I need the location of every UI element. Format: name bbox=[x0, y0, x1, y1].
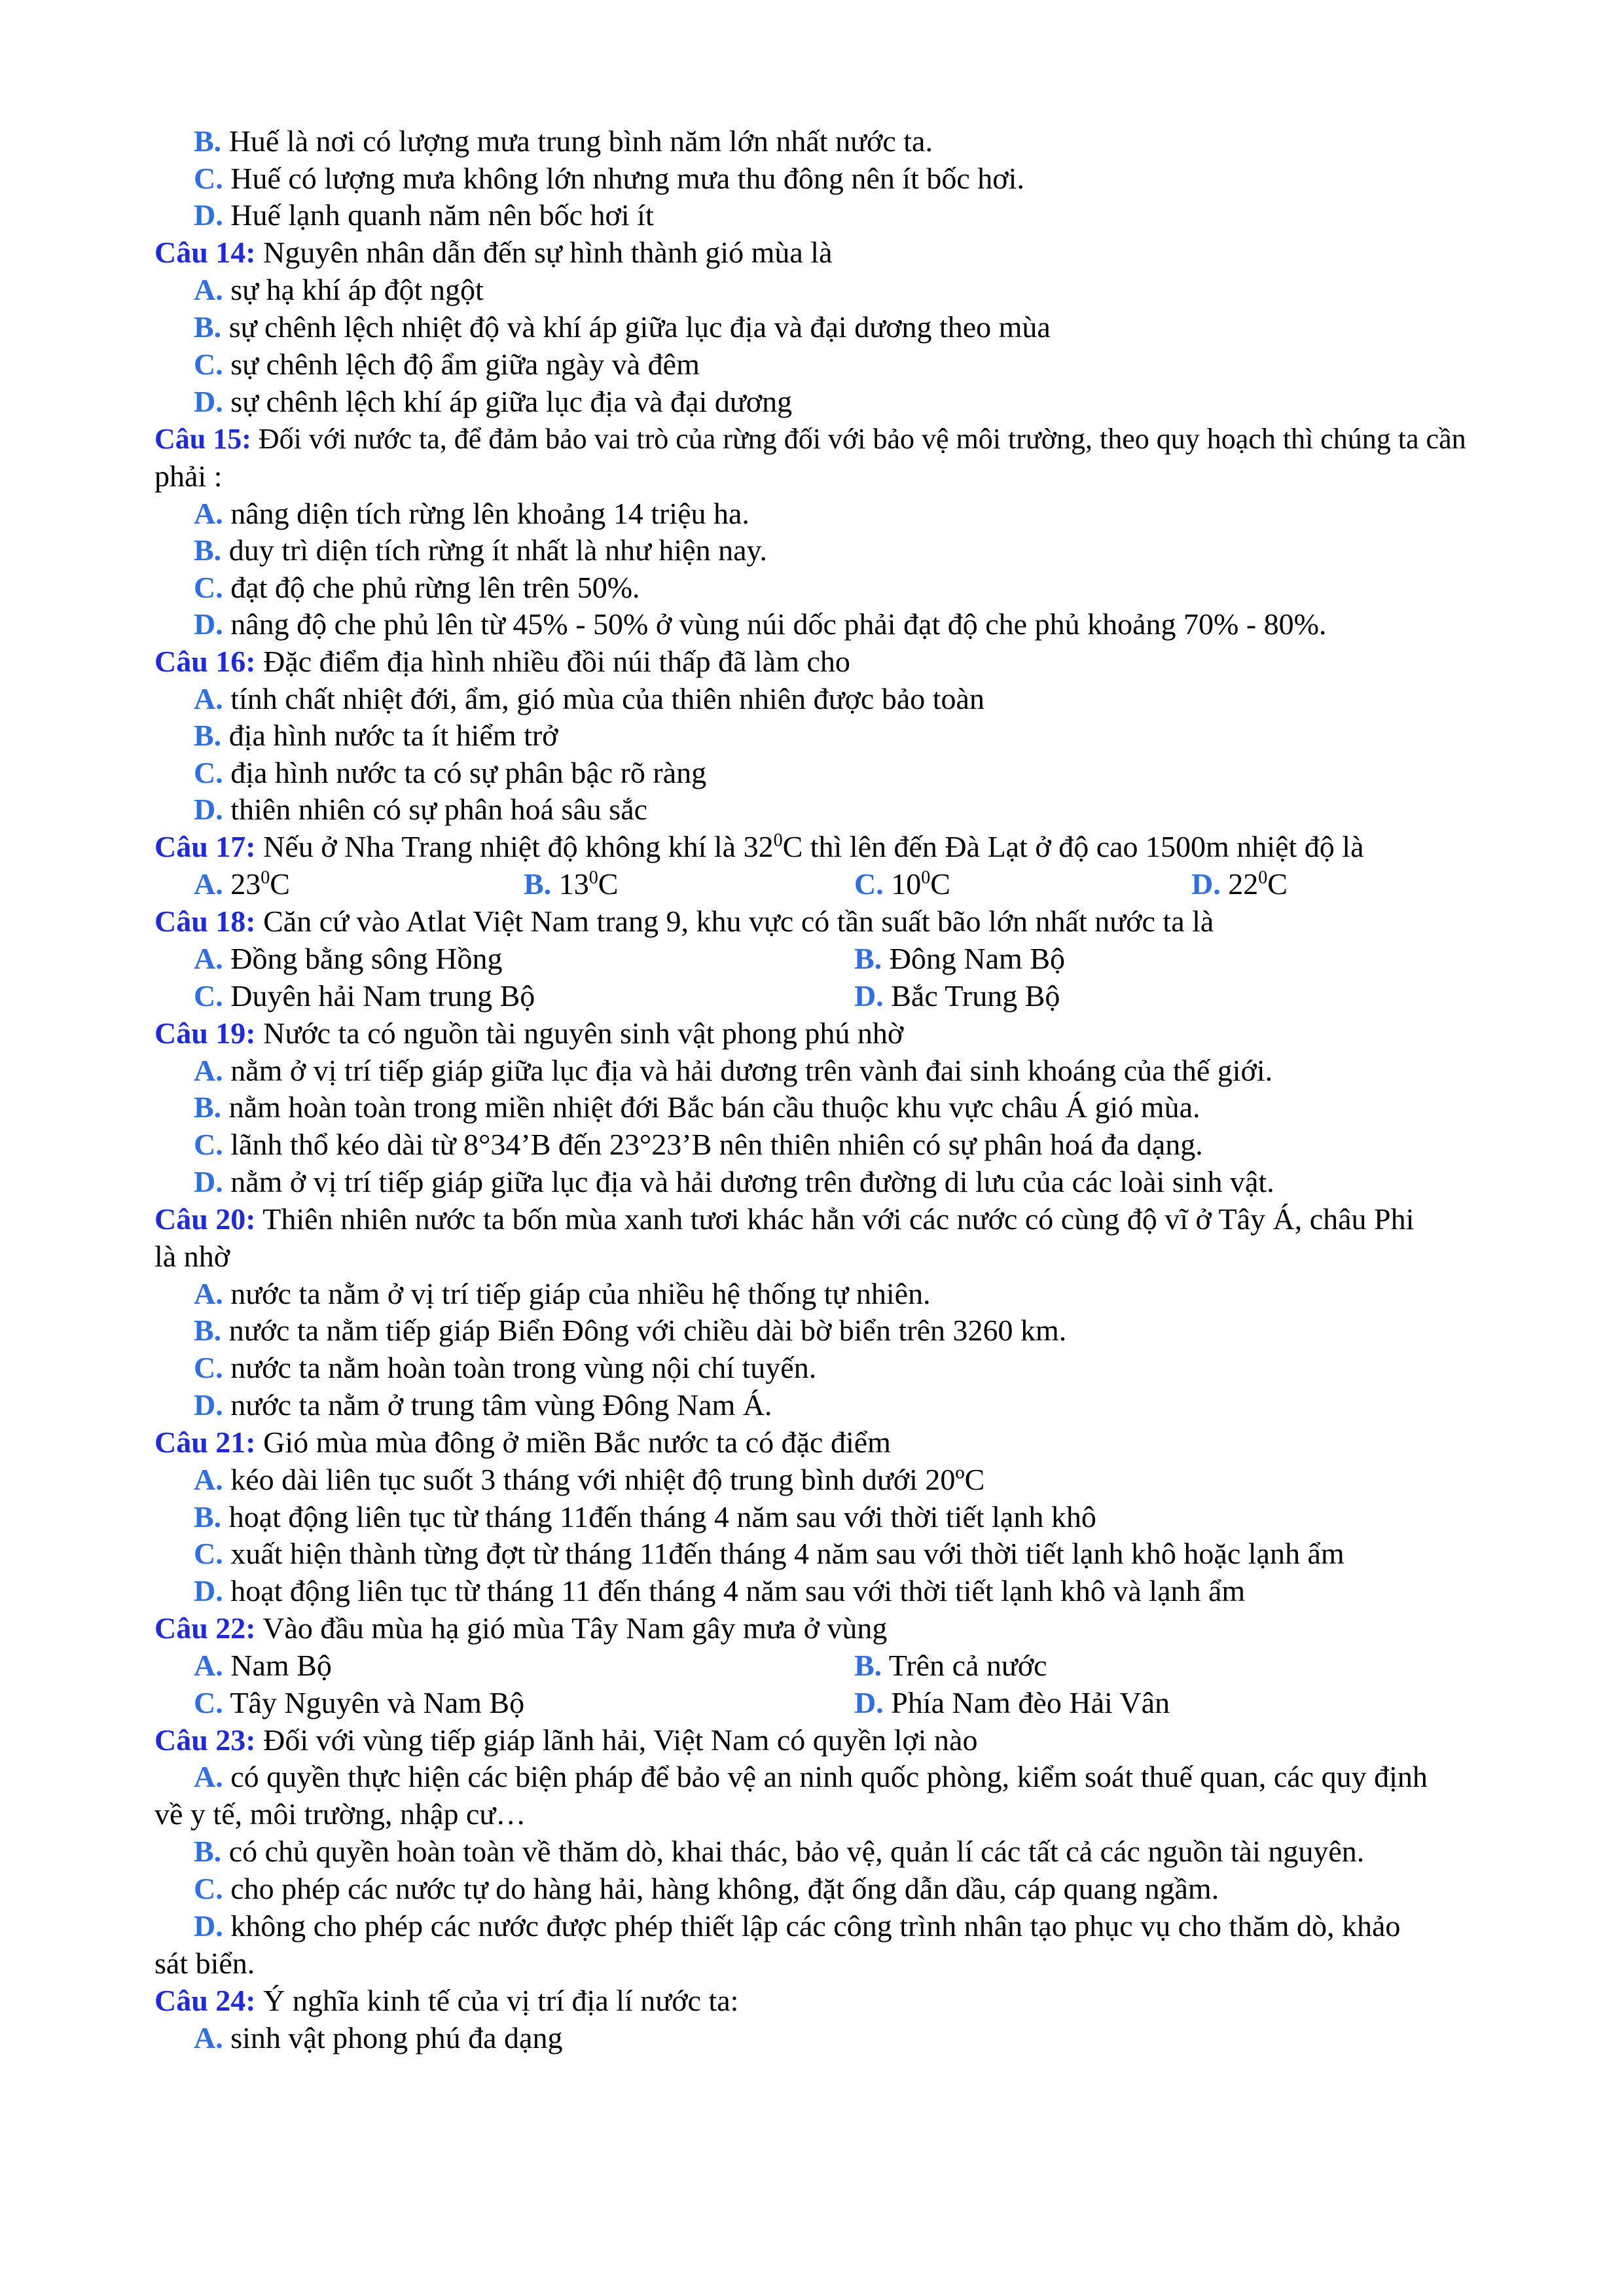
option-text: hoạt động liên tục từ tháng 11đến tháng 4 năm sau với thời tiết lạnh khô bbox=[221, 1500, 1096, 1534]
option-text: về y tế, môi trường, nhập cư… bbox=[154, 1797, 526, 1831]
option-text: không cho phép các nước được phép thiết lập các công trình nhân tạo phục vụ cho thăm dò, khảo bbox=[223, 1909, 1401, 1943]
question-label: Câu 16: bbox=[154, 645, 256, 678]
answer-option[interactable] bbox=[194, 1350, 816, 1386]
question-line bbox=[154, 1424, 891, 1461]
answer-option[interactable] bbox=[194, 606, 1326, 643]
option-text: đạt độ che phủ rừng lên trên 50%. bbox=[223, 571, 640, 604]
option-label: C. bbox=[854, 867, 884, 901]
option-text: 13 bbox=[551, 867, 589, 901]
option-text: sự chênh lệch khí áp giữa lục địa và đại dương bbox=[223, 385, 793, 418]
answer-option[interactable] bbox=[194, 681, 984, 717]
question-text: Nước ta có nguồn tài nguyên sinh vật phong phú nhờ bbox=[255, 1016, 904, 1050]
option-text: Huế có lượng mưa không lớn nhưng mưa thu đông nên ít bốc hơi. bbox=[223, 162, 1024, 195]
option-text: duy trì diện tích rừng ít nhất là như hiện nay. bbox=[221, 533, 768, 567]
answer-option[interactable] bbox=[194, 1647, 332, 1684]
option-text: sự chênh lệch nhiệt độ và khí áp giữa lục địa và đại dương theo mùa bbox=[221, 310, 1051, 344]
answer-option[interactable] bbox=[194, 1908, 1400, 1945]
answer-option[interactable] bbox=[194, 941, 503, 977]
option-label: A. bbox=[194, 1463, 223, 1496]
answer-option[interactable] bbox=[194, 1871, 1219, 1907]
answer-option[interactable] bbox=[194, 197, 654, 234]
answer-option[interactable] bbox=[194, 1164, 1274, 1200]
option-label: D. bbox=[194, 385, 223, 418]
question-line bbox=[154, 1015, 903, 1052]
option-text: kéo dài liên tục suốt 3 tháng với nhiệt độ trung bình dưới 20ºC bbox=[223, 1463, 985, 1496]
option-label: B. bbox=[194, 1314, 222, 1347]
option-text: tính chất nhiệt đới, ẩm, gió mùa của thiên nhiên được bảo toàn bbox=[223, 682, 984, 715]
answer-option[interactable] bbox=[854, 941, 1065, 977]
answer-option[interactable] bbox=[854, 866, 950, 903]
option-text: có chủ quyền hoàn toàn về thăm dò, khai thác, bảo vệ, quản lí các tất cả các nguồn tài nguyên. bbox=[221, 1835, 1365, 1868]
answer-option[interactable] bbox=[194, 123, 933, 160]
option-text: địa hình nước ta ít hiểm trở bbox=[221, 719, 558, 752]
question-text: Thiên nhiên nước ta bốn mùa xanh tươi khác hẳn với các nước có cùng độ vĩ ở Tây Á, châu Phi bbox=[255, 1202, 1415, 1236]
option-label: C. bbox=[194, 1686, 223, 1719]
option-label: A. bbox=[194, 1760, 223, 1793]
option-text: thiên nhiên có sự phân hoá sâu sắc bbox=[223, 793, 648, 826]
question-line bbox=[154, 1982, 738, 2019]
option-text: lãnh thổ kéo dài từ 8°34’B đến 23°23’B nên thiên nhiên có sự phân hoá đa dạng. bbox=[223, 1128, 1203, 1161]
answer-option[interactable] bbox=[194, 755, 706, 791]
option-text: là nhờ bbox=[154, 1240, 230, 1273]
answer-option[interactable] bbox=[194, 1685, 524, 1721]
answer-option[interactable] bbox=[194, 1312, 1066, 1349]
option-label: B. bbox=[194, 1835, 222, 1868]
answer-option[interactable] bbox=[854, 1647, 1047, 1684]
option-label: B. bbox=[194, 533, 222, 567]
option-text: nâng độ che phủ lên từ 45% - 50% ở vùng núi dốc phải đạt độ che phủ khoảng 70% - 80%. bbox=[223, 607, 1327, 641]
question-text: Nguyên nhân dẫn đến sự hình thành gió mùa là bbox=[255, 236, 833, 269]
wrapped-text-line bbox=[154, 1238, 230, 1275]
option-label: A. bbox=[194, 1277, 223, 1310]
option-label: A. bbox=[194, 1649, 223, 1682]
answer-option[interactable] bbox=[194, 866, 290, 903]
option-text: Trên cả nước bbox=[882, 1649, 1047, 1682]
superscript-degree: 0 bbox=[261, 867, 270, 888]
answer-option[interactable] bbox=[524, 866, 618, 903]
answer-option[interactable] bbox=[194, 272, 484, 308]
option-text: Huế lạnh quanh năm nên bốc hơi ít bbox=[223, 198, 654, 232]
question-label: Câu 18: bbox=[154, 905, 256, 938]
question-line bbox=[154, 643, 850, 680]
option-text-cont: C bbox=[598, 867, 619, 901]
option-label: B. bbox=[854, 1649, 882, 1682]
answer-option[interactable] bbox=[194, 1387, 772, 1424]
option-text: 22 bbox=[1220, 867, 1259, 901]
question-line bbox=[154, 421, 1466, 457]
option-text: nước ta nằm tiếp giáp Biển Đông với chiều dài bờ biển trên 3260 km. bbox=[221, 1314, 1067, 1347]
option-text: nước ta nằm ở vị trí tiếp giáp của nhiều hệ thống tự nhiên. bbox=[223, 1277, 931, 1310]
option-label: B. bbox=[854, 942, 882, 975]
answer-option[interactable] bbox=[194, 1535, 1344, 1572]
option-label: A. bbox=[194, 273, 223, 306]
option-text: Phía Nam đèo Hải Vân bbox=[883, 1686, 1170, 1719]
question-line bbox=[154, 1610, 887, 1647]
option-label: B. bbox=[194, 124, 222, 158]
option-text: Duyên hải Nam trung Bộ bbox=[223, 979, 535, 1013]
answer-option[interactable] bbox=[194, 384, 792, 420]
option-label: A. bbox=[194, 2021, 223, 2054]
option-text-cont: C bbox=[270, 867, 290, 901]
superscript-degree: 0 bbox=[773, 830, 783, 851]
question-text: Nếu ở Nha Trang nhiệt độ không khí là 32 bbox=[255, 830, 774, 863]
option-text: 23 bbox=[223, 867, 261, 901]
option-text: Tây Nguyên và Nam Bộ bbox=[223, 1686, 525, 1719]
wrapped-text-line bbox=[154, 1796, 526, 1833]
question-text: Đối với vùng tiếp giáp lãnh hải, Việt Nam có quyền lợi nào bbox=[255, 1723, 978, 1757]
question-label: Câu 14: bbox=[154, 236, 256, 269]
option-label: D. bbox=[1191, 867, 1221, 901]
answer-option[interactable] bbox=[194, 1499, 1096, 1535]
option-label: A. bbox=[194, 942, 223, 975]
answer-option[interactable] bbox=[194, 2020, 562, 2056]
option-label: D. bbox=[194, 1909, 223, 1943]
option-label: D. bbox=[854, 979, 884, 1013]
option-label: D. bbox=[194, 1165, 223, 1198]
answer-option[interactable] bbox=[194, 1126, 1203, 1163]
answer-option[interactable] bbox=[194, 532, 767, 569]
question-line bbox=[154, 903, 1214, 940]
answer-option[interactable] bbox=[194, 1833, 1364, 1870]
answer-option[interactable] bbox=[194, 160, 1024, 197]
question-label: Câu 20: bbox=[154, 1202, 256, 1236]
question-text: Vào đầu mùa hạ gió mùa Tây Nam gây mưa ở vùng bbox=[255, 1611, 888, 1645]
question-label: Câu 22: bbox=[154, 1611, 256, 1645]
answer-option[interactable] bbox=[194, 1089, 1200, 1126]
option-text: có quyền thực hiện các biện pháp để bảo vệ an ninh quốc phòng, kiểm soát thuế quan, các quy định bbox=[223, 1760, 1428, 1793]
question-label: Câu 17: bbox=[154, 830, 256, 863]
answer-option[interactable] bbox=[854, 978, 1060, 1014]
option-label: D. bbox=[194, 793, 223, 826]
question-text: Gió mùa mùa đông ở miền Bắc nước ta có đặc điểm bbox=[255, 1426, 891, 1459]
option-label: B. bbox=[524, 867, 552, 901]
question-line bbox=[154, 1722, 977, 1759]
question-label: Câu 23: bbox=[154, 1723, 256, 1757]
question-text: Căn cứ vào Atlat Việt Nam trang 9, khu vực có tần suất bão lớn nhất nước ta là bbox=[255, 905, 1214, 938]
answer-option[interactable] bbox=[194, 495, 749, 532]
option-text: Nam Bộ bbox=[223, 1649, 332, 1682]
option-label: D. bbox=[854, 1686, 884, 1719]
option-label: D. bbox=[194, 1388, 223, 1422]
answer-option[interactable] bbox=[194, 1462, 984, 1498]
option-text: nằm hoàn toàn trong miền nhiệt đới Bắc bán cầu thuộc khu vực châu Á gió mùa. bbox=[221, 1090, 1200, 1124]
option-label: C. bbox=[194, 1351, 223, 1384]
question-label: Câu 21: bbox=[154, 1426, 256, 1459]
question-label: Câu 15: bbox=[154, 423, 251, 455]
option-label: C. bbox=[194, 1128, 223, 1161]
option-label: C. bbox=[194, 348, 223, 381]
question-label: Câu 24: bbox=[154, 1984, 256, 2017]
question-label: Câu 19: bbox=[154, 1016, 256, 1050]
question-line bbox=[154, 1201, 1414, 1238]
answer-option[interactable] bbox=[194, 1052, 1272, 1089]
question-text: Đặc điểm địa hình nhiều đồi núi thấp đã làm cho bbox=[255, 645, 850, 678]
option-label: B. bbox=[194, 719, 222, 752]
option-text: 10 bbox=[883, 867, 922, 901]
option-text: nâng diện tích rừng lên khoảng 14 triệu ha. bbox=[223, 497, 749, 530]
option-label: C. bbox=[194, 571, 223, 604]
option-text-cont: C bbox=[1267, 867, 1288, 901]
option-label: A. bbox=[194, 682, 223, 715]
option-text: sự chênh lệch độ ẩm giữa ngày và đêm bbox=[223, 348, 700, 381]
question-text: Ý nghĩa kinh tế của vị trí địa lí nước ta: bbox=[255, 1984, 739, 2017]
option-label: D. bbox=[194, 1574, 223, 1607]
answer-option[interactable] bbox=[194, 791, 647, 828]
option-text: sát biển. bbox=[154, 1946, 255, 1980]
answer-option[interactable] bbox=[194, 1276, 931, 1312]
option-text-cont: C bbox=[930, 867, 950, 901]
option-label: D. bbox=[194, 607, 223, 641]
option-text: nằm ở vị trí tiếp giáp giữa lục địa và hải dương trên vành đai sinh khoáng của thế giới. bbox=[223, 1054, 1273, 1087]
answer-option[interactable] bbox=[194, 309, 1051, 346]
wrapped-text-line bbox=[154, 1945, 255, 1982]
option-text: phải : bbox=[154, 459, 223, 493]
answer-option[interactable] bbox=[194, 569, 640, 606]
answer-option[interactable] bbox=[194, 1759, 1428, 1795]
answer-option[interactable] bbox=[194, 717, 558, 754]
option-text: địa hình nước ta có sự phân bậc rõ ràng bbox=[223, 756, 707, 789]
option-text: nước ta nằm ở trung tâm vùng Đông Nam Á. bbox=[223, 1388, 772, 1422]
option-label: B. bbox=[194, 1500, 222, 1534]
option-text: xuất hiện thành từng đợt từ tháng 11đến tháng 4 năm sau với thời tiết lạnh khô hoặc lạnh ẩm bbox=[223, 1537, 1344, 1570]
superscript-degree: 0 bbox=[921, 867, 931, 888]
answer-option[interactable] bbox=[194, 346, 700, 383]
option-text: sự hạ khí áp đột ngột bbox=[223, 273, 484, 306]
option-text: nước ta nằm hoàn toàn trong vùng nội chí tuyến. bbox=[223, 1351, 817, 1384]
option-label: C. bbox=[194, 1872, 223, 1905]
option-label: C. bbox=[194, 979, 223, 1013]
superscript-degree: 0 bbox=[1258, 867, 1268, 888]
answer-option[interactable] bbox=[854, 1685, 1170, 1721]
option-label: B. bbox=[194, 1090, 222, 1124]
superscript-degree: 0 bbox=[588, 867, 598, 888]
option-text: Đông Nam Bộ bbox=[882, 942, 1066, 975]
option-text: Đồng bằng sông Hồng bbox=[223, 942, 503, 975]
option-label: B. bbox=[194, 310, 222, 344]
question-line bbox=[154, 234, 833, 271]
option-text: Bắc Trung Bộ bbox=[883, 979, 1060, 1013]
option-label: C. bbox=[194, 756, 223, 789]
question-text-cont: C thì lên đến Đà Lạt ở độ cao 1500m nhiệt độ là bbox=[782, 830, 1364, 863]
option-label: D. bbox=[194, 198, 223, 232]
option-label: C. bbox=[194, 1537, 223, 1570]
option-text: Huế là nơi có lượng mưa trung bình năm lớn nhất nước ta. bbox=[221, 124, 933, 158]
option-text: nằm ở vị trí tiếp giáp giữa lục địa và hải dương trên đường di lưu của các loài sinh vật. bbox=[223, 1165, 1274, 1198]
question-text: Đối với nước ta, để đảm bảo vai trò của rừng đối với bảo vệ môi trường, theo quy hoạch thì chúng ta cần bbox=[251, 423, 1466, 455]
option-text: cho phép các nước tự do hàng hải, hàng không, đặt ống dẫn dầu, cáp quang ngầm. bbox=[223, 1872, 1219, 1905]
option-label: A. bbox=[194, 1054, 223, 1087]
answer-option[interactable] bbox=[194, 978, 535, 1014]
option-label: C. bbox=[194, 162, 223, 195]
option-text: hoạt động liên tục từ tháng 11 đến tháng 4 năm sau với thời tiết lạnh khô và lạnh ẩm bbox=[223, 1574, 1246, 1607]
option-label: A. bbox=[194, 497, 223, 530]
answer-option[interactable] bbox=[194, 1573, 1245, 1609]
question-line bbox=[154, 829, 1363, 865]
option-label: A. bbox=[194, 867, 223, 901]
answer-option[interactable] bbox=[1191, 866, 1288, 903]
option-text: sinh vật phong phú đa dạng bbox=[223, 2021, 563, 2054]
wrapped-text-line bbox=[154, 458, 222, 495]
